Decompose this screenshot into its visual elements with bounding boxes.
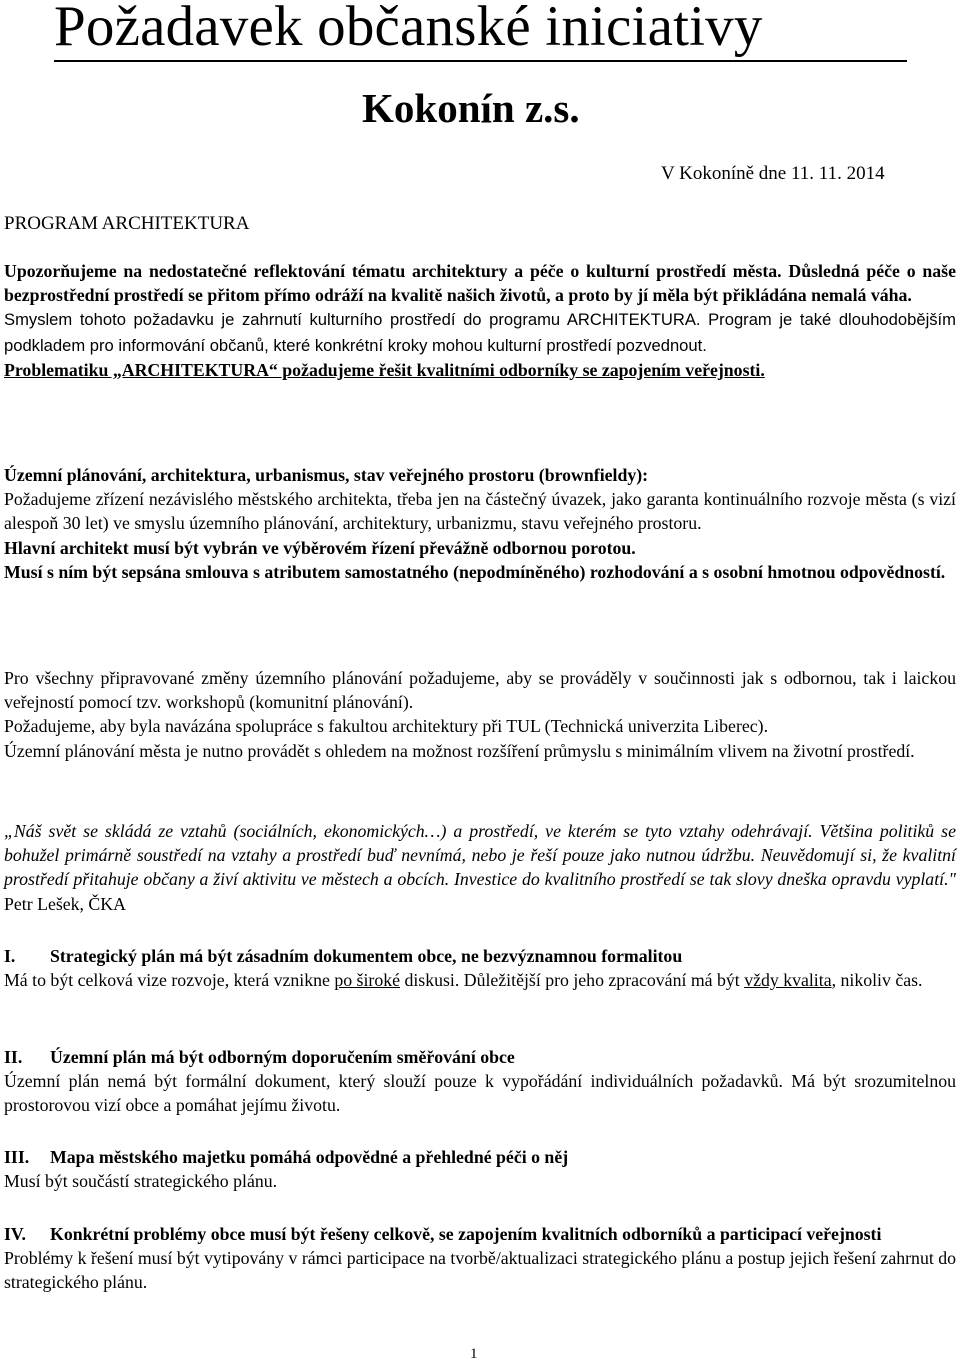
section-4-heading [4, 1222, 956, 1246]
section-1-underline-a: po široké [334, 970, 400, 991]
section-2-title: Územní plán má být odborným doporučením směřování obce [50, 1047, 515, 1067]
organization-name: Kokonín z.s. [362, 85, 580, 131]
quote-text: „Náš svět se skládá ze vztahů (sociálních, ekonomických…) a prostředí, ve kterém se tyto vztahy odehrávají. Většina politiků se bohužel primárně soustředí na vztahy a prostředí buď nevnímá, nebo je řeší pouze jako nutnou údržbu. Neuvědomují si, že kvalitní prostředí přitahuje občany a živí aktivitu ve městech a obcích. Investice do kvalitního prostředí se tak slovy dneška opravdu vyplatí." [4, 821, 956, 890]
section-4-body: Problémy k řešení musí být vytipovány v rámci participace na tvorbě/aktualizaci strategického plánu a postup jejich řešení zahrnut do strategického plánu. [4, 1248, 956, 1293]
territorial-section [4, 463, 956, 584]
section-1 [4, 944, 956, 992]
chief-architect-paragraph: Hlavní architekt musí být vybrán ve výběrovém řízení převážně odbornou porotou. [4, 537, 636, 558]
territorial-heading: Územní plánování, architektura, urbanismus, stav veřejného prostoru (brownfieldy): [4, 465, 649, 485]
intro-purpose-text: Smyslem tohoto požadavku je zahrnutí kulturního prostředí do programu ARCHITEKTURA. [4, 310, 701, 330]
section-3-body: Musí být součástí strategického plánu. [4, 1171, 278, 1192]
workshop-paragraph: Pro všechny připravované změny územního plánování požadujeme, aby se prováděly v součinnosti jak s odbornou, tak i laickou veřejností pomocí tzv. workshopů (komunitní plánování). [4, 668, 956, 713]
program-heading: PROGRAM ARCHITEKTURA [4, 213, 250, 234]
planning-section [4, 666, 956, 763]
section-1-text-c: , nikoliv čas. [831, 970, 923, 991]
industry-paragraph: Územní plánování města je nutno provádět s ohledem na možnost rozšíření průmyslu s minimálním vlivem na životní prostředí. [4, 740, 915, 761]
date-line: V Kokoníně dne 11. 11. 2014 [661, 163, 885, 184]
section-3-title: Mapa městského majetku pomáhá odpovědné a přehledné péči o něj [50, 1147, 569, 1167]
quote-paragraph [4, 819, 956, 916]
intro-program-paragraph [4, 307, 956, 357]
section-1-text-a: Má to být celková vize rozvoje, která vznikne [4, 970, 335, 991]
intro-section [4, 259, 956, 382]
section-3-heading [4, 1145, 956, 1169]
quote-section [4, 819, 956, 916]
title-underline [54, 60, 907, 62]
section-1-heading [4, 944, 956, 968]
section-3-number: III. [4, 1147, 30, 1167]
section-1-title: Strategický plán má být zásadním dokumentem obce, ne bezvýznamnou formalitou [50, 946, 683, 966]
section-2 [4, 1045, 956, 1118]
section-1-body [4, 968, 956, 992]
section-1-text-b: diskusi. Důležitější pro jeho zpracování má být [400, 970, 745, 991]
territorial-paragraph: Požadujeme zřízení nezávislého městského architekta, třeba jen na částečný úvazek, jako garanta kontinuálního rozvoje města (s vizí alespoň 30 let) ve smyslu územního plánování, architektury, urbanizmu, stavu veřejného prostoru. [4, 489, 956, 534]
quote-author: Petr Lešek, ČKA [4, 893, 126, 914]
section-2-number: II. [4, 1047, 23, 1067]
intro-paragraph: Upozorňujeme na nedostatečné reflektování tématu architektury a péče o kulturní prostředí města. Důsledná péče o naše bezprostřední prostředí se přitom přímo odráží na kvalitě našich životů, a proto by jí měla být přikládána nemalá váha. [4, 261, 956, 306]
document-title: Požadavek občanské iniciativy [54, 0, 763, 58]
tul-paragraph: Požadujeme, aby byla navázána spolupráce s fakultou architektury při TUL (Technická univerzita Liberec). [4, 716, 769, 737]
page-number: 1 [470, 1346, 478, 1362]
section-1-underline-b: vždy kvalita [744, 970, 832, 991]
contract-paragraph: Musí s ním být sepsána smlouva s atributem samostatného (nepodmíněného) rozhodování a s osobní hmotnou odpovědností. [4, 561, 946, 582]
section-3 [4, 1145, 956, 1193]
intro-program-text: Program je také dlouhodobějším podkladem pro informování občanů, které konkrétní kroky mohou kulturní prostředí pozvednout. [4, 310, 956, 355]
intro-demand: Problematiku „ARCHITEKTURA“ požadujeme řešit kvalitními odborníky se zapojením veřejnosti. [4, 359, 765, 380]
section-4-title: Konkrétní problémy obce musí být řešeny celkově, se zapojením kvalitních odborníků a participací veřejnosti [50, 1224, 882, 1244]
section-2-heading [4, 1045, 956, 1069]
section-2-body: Územní plán nemá být formální dokument, který slouží pouze k vypořádání individuálních požadavků. Má být srozumitelnou prostorovou vizí obce a pomáhat jejímu životu. [4, 1071, 956, 1116]
section-1-number: I. [4, 946, 16, 966]
section-4 [4, 1222, 956, 1295]
section-4-number: IV. [4, 1224, 26, 1244]
